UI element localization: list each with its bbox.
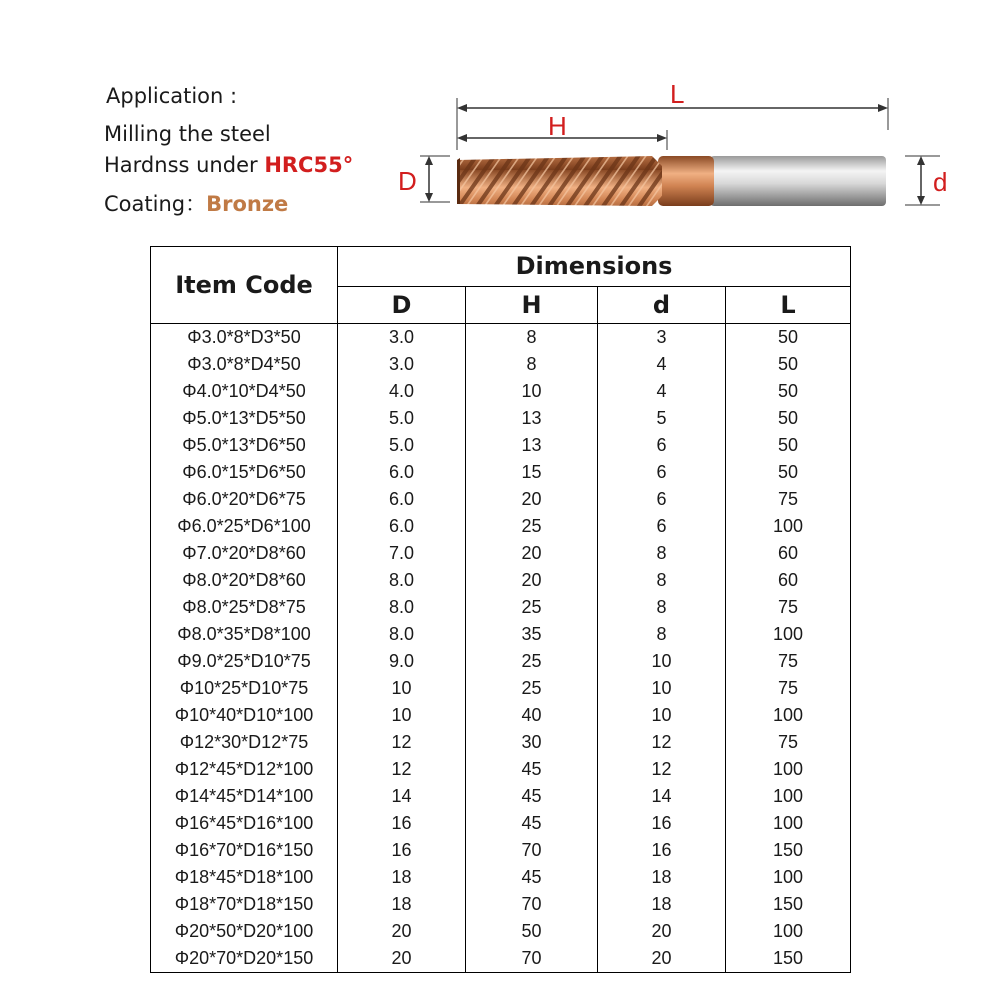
H-cell: 13	[466, 405, 598, 432]
H-cell: 50	[466, 918, 598, 945]
table-row	[151, 837, 851, 864]
item-code-cell: Φ5.0*13*D5*50	[151, 405, 338, 432]
D-cell: 16	[338, 837, 466, 864]
D-cell: 16	[338, 810, 466, 837]
label-H: H	[548, 111, 567, 141]
D-cell: 6.0	[338, 513, 466, 540]
item-code-cell: Φ8.0*25*D8*75	[151, 594, 338, 621]
L-cell: 50	[726, 405, 851, 432]
D-cell: 12	[338, 756, 466, 783]
item-code-cell: Φ7.0*20*D8*60	[151, 540, 338, 567]
table-row	[151, 324, 851, 352]
label-d: d	[933, 167, 948, 197]
table-row	[151, 351, 851, 378]
H-cell: 45	[466, 810, 598, 837]
table-row	[151, 513, 851, 540]
d-cell: 8	[598, 567, 726, 594]
end-mill-diagram	[390, 70, 950, 220]
d-cell: 8	[598, 594, 726, 621]
D-cell: 10	[338, 675, 466, 702]
H-cell: 20	[466, 486, 598, 513]
H-cell: 45	[466, 783, 598, 810]
d-cell: 14	[598, 783, 726, 810]
D-cell: 10	[338, 702, 466, 729]
d-cell: 10	[598, 675, 726, 702]
D-cell: 12	[338, 729, 466, 756]
H-cell: 70	[466, 945, 598, 973]
D-cell: 7.0	[338, 540, 466, 567]
coating-value: Bronze	[206, 192, 289, 216]
item-code-cell: Φ20*50*D20*100	[151, 918, 338, 945]
H-cell: 30	[466, 729, 598, 756]
D-cell: 5.0	[338, 432, 466, 459]
H-cell: 15	[466, 459, 598, 486]
L-cell: 50	[726, 324, 851, 352]
H-cell: 45	[466, 756, 598, 783]
D-cell: 6.0	[338, 486, 466, 513]
item-code-cell: Φ6.0*25*D6*100	[151, 513, 338, 540]
H-cell: 25	[466, 648, 598, 675]
item-code-cell: Φ6.0*20*D6*75	[151, 486, 338, 513]
table-row	[151, 540, 851, 567]
table-row	[151, 459, 851, 486]
D-cell: 8.0	[338, 567, 466, 594]
column-header-L: L	[726, 286, 851, 324]
coating-label: Coating：	[104, 192, 207, 216]
L-cell: 60	[726, 540, 851, 567]
table-row	[151, 405, 851, 432]
table-row	[151, 864, 851, 891]
d-cell: 4	[598, 351, 726, 378]
H-cell: 8	[466, 324, 598, 352]
L-cell: 150	[726, 837, 851, 864]
item-code-cell: Φ12*30*D12*75	[151, 729, 338, 756]
d-cell: 8	[598, 540, 726, 567]
D-cell: 9.0	[338, 648, 466, 675]
d-cell: 16	[598, 810, 726, 837]
label-L: L	[670, 79, 685, 109]
table-body	[151, 324, 851, 973]
L-cell: 75	[726, 486, 851, 513]
L-cell: 100	[726, 864, 851, 891]
d-cell: 12	[598, 729, 726, 756]
L-cell: 75	[726, 729, 851, 756]
d-cell: 3	[598, 324, 726, 352]
item-code-cell: Φ18*70*D18*150	[151, 891, 338, 918]
d-cell: 16	[598, 837, 726, 864]
H-cell: 45	[466, 864, 598, 891]
L-cell: 60	[726, 567, 851, 594]
L-cell: 50	[726, 432, 851, 459]
table-row	[151, 918, 851, 945]
item-code-cell: Φ6.0*15*D6*50	[151, 459, 338, 486]
hardness-line	[104, 153, 353, 177]
table-row	[151, 945, 851, 973]
L-cell: 75	[726, 594, 851, 621]
d-cell: 20	[598, 945, 726, 973]
item-code-cell: Φ10*40*D10*100	[151, 702, 338, 729]
L-cell: 100	[726, 783, 851, 810]
L-cell: 100	[726, 621, 851, 648]
D-cell: 5.0	[338, 405, 466, 432]
D-cell: 20	[338, 918, 466, 945]
L-cell: 100	[726, 756, 851, 783]
H-cell: 20	[466, 567, 598, 594]
item-code-cell: Φ3.0*8*D3*50	[151, 324, 338, 352]
H-cell: 20	[466, 540, 598, 567]
D-cell: 8.0	[338, 594, 466, 621]
item-code-cell: Φ18*45*D18*100	[151, 864, 338, 891]
d-cell: 6	[598, 486, 726, 513]
D-cell: 3.0	[338, 351, 466, 378]
dimensions-table	[150, 246, 851, 973]
H-cell: 35	[466, 621, 598, 648]
column-header-H: H	[466, 286, 598, 324]
d-cell: 8	[598, 621, 726, 648]
item-code-cell: Φ4.0*10*D4*50	[151, 378, 338, 405]
L-cell: 150	[726, 945, 851, 973]
table-row	[151, 756, 851, 783]
item-code-cell: Φ3.0*8*D4*50	[151, 351, 338, 378]
H-cell: 25	[466, 513, 598, 540]
L-cell: 50	[726, 378, 851, 405]
D-cell: 14	[338, 783, 466, 810]
L-cell: 100	[726, 702, 851, 729]
table-row	[151, 567, 851, 594]
item-code-cell: Φ14*45*D14*100	[151, 783, 338, 810]
item-code-cell: Φ20*70*D20*150	[151, 945, 338, 973]
d-cell: 4	[598, 378, 726, 405]
tool-shank	[710, 156, 886, 206]
table-row	[151, 486, 851, 513]
item-code-cell: Φ16*70*D16*150	[151, 837, 338, 864]
item-code-header: Item Code	[151, 247, 338, 324]
d-cell: 6	[598, 459, 726, 486]
D-cell: 8.0	[338, 621, 466, 648]
item-code-cell: Φ9.0*25*D10*75	[151, 648, 338, 675]
table-row	[151, 675, 851, 702]
L-cell: 75	[726, 648, 851, 675]
tool-flutes	[457, 156, 662, 206]
table-row	[151, 783, 851, 810]
dimensions-header: Dimensions	[338, 247, 851, 287]
table-row	[151, 432, 851, 459]
table-row	[151, 621, 851, 648]
application-line: Milling the steel	[104, 122, 271, 146]
table-row	[151, 594, 851, 621]
L-cell: 75	[726, 675, 851, 702]
d-cell: 12	[598, 756, 726, 783]
H-cell: 70	[466, 837, 598, 864]
L-cell: 100	[726, 918, 851, 945]
item-code-cell: Φ8.0*35*D8*100	[151, 621, 338, 648]
label-D: D	[398, 166, 417, 196]
table-row	[151, 891, 851, 918]
D-cell: 4.0	[338, 378, 466, 405]
D-cell: 18	[338, 864, 466, 891]
d-cell: 6	[598, 513, 726, 540]
table-row	[151, 810, 851, 837]
end-mill-tool	[457, 156, 886, 206]
table-row	[151, 729, 851, 756]
table-row	[151, 648, 851, 675]
d-cell: 10	[598, 648, 726, 675]
column-header-d: d	[598, 286, 726, 324]
H-cell: 8	[466, 351, 598, 378]
item-code-cell: Φ12*45*D12*100	[151, 756, 338, 783]
L-cell: 100	[726, 810, 851, 837]
application-label: Application :	[106, 84, 238, 108]
H-cell: 70	[466, 891, 598, 918]
hardness-prefix: Hardnss under	[104, 153, 265, 177]
D-cell: 6.0	[338, 459, 466, 486]
diameter-D-dimension	[420, 156, 450, 202]
d-cell: 18	[598, 864, 726, 891]
d-cell: 20	[598, 918, 726, 945]
D-cell: 3.0	[338, 324, 466, 352]
L-cell: 50	[726, 459, 851, 486]
H-cell: 40	[466, 702, 598, 729]
item-code-cell: Φ16*45*D16*100	[151, 810, 338, 837]
L-cell: 50	[726, 351, 851, 378]
item-code-cell: Φ5.0*13*D6*50	[151, 432, 338, 459]
item-code-cell: Φ8.0*20*D8*60	[151, 567, 338, 594]
L-cell: 100	[726, 513, 851, 540]
D-cell: 18	[338, 891, 466, 918]
H-cell: 13	[466, 432, 598, 459]
H-cell: 25	[466, 675, 598, 702]
L-cell: 150	[726, 891, 851, 918]
H-cell: 10	[466, 378, 598, 405]
table-row	[151, 702, 851, 729]
table-row	[151, 378, 851, 405]
d-cell: 10	[598, 702, 726, 729]
column-header-D: D	[338, 286, 466, 324]
item-code-cell: Φ10*25*D10*75	[151, 675, 338, 702]
coating-line	[104, 188, 288, 218]
H-cell: 25	[466, 594, 598, 621]
d-cell: 6	[598, 432, 726, 459]
tool-neck	[658, 156, 714, 206]
d-cell: 5	[598, 405, 726, 432]
D-cell: 20	[338, 945, 466, 973]
d-cell: 18	[598, 891, 726, 918]
hardness-value: HRC55°	[264, 153, 354, 177]
